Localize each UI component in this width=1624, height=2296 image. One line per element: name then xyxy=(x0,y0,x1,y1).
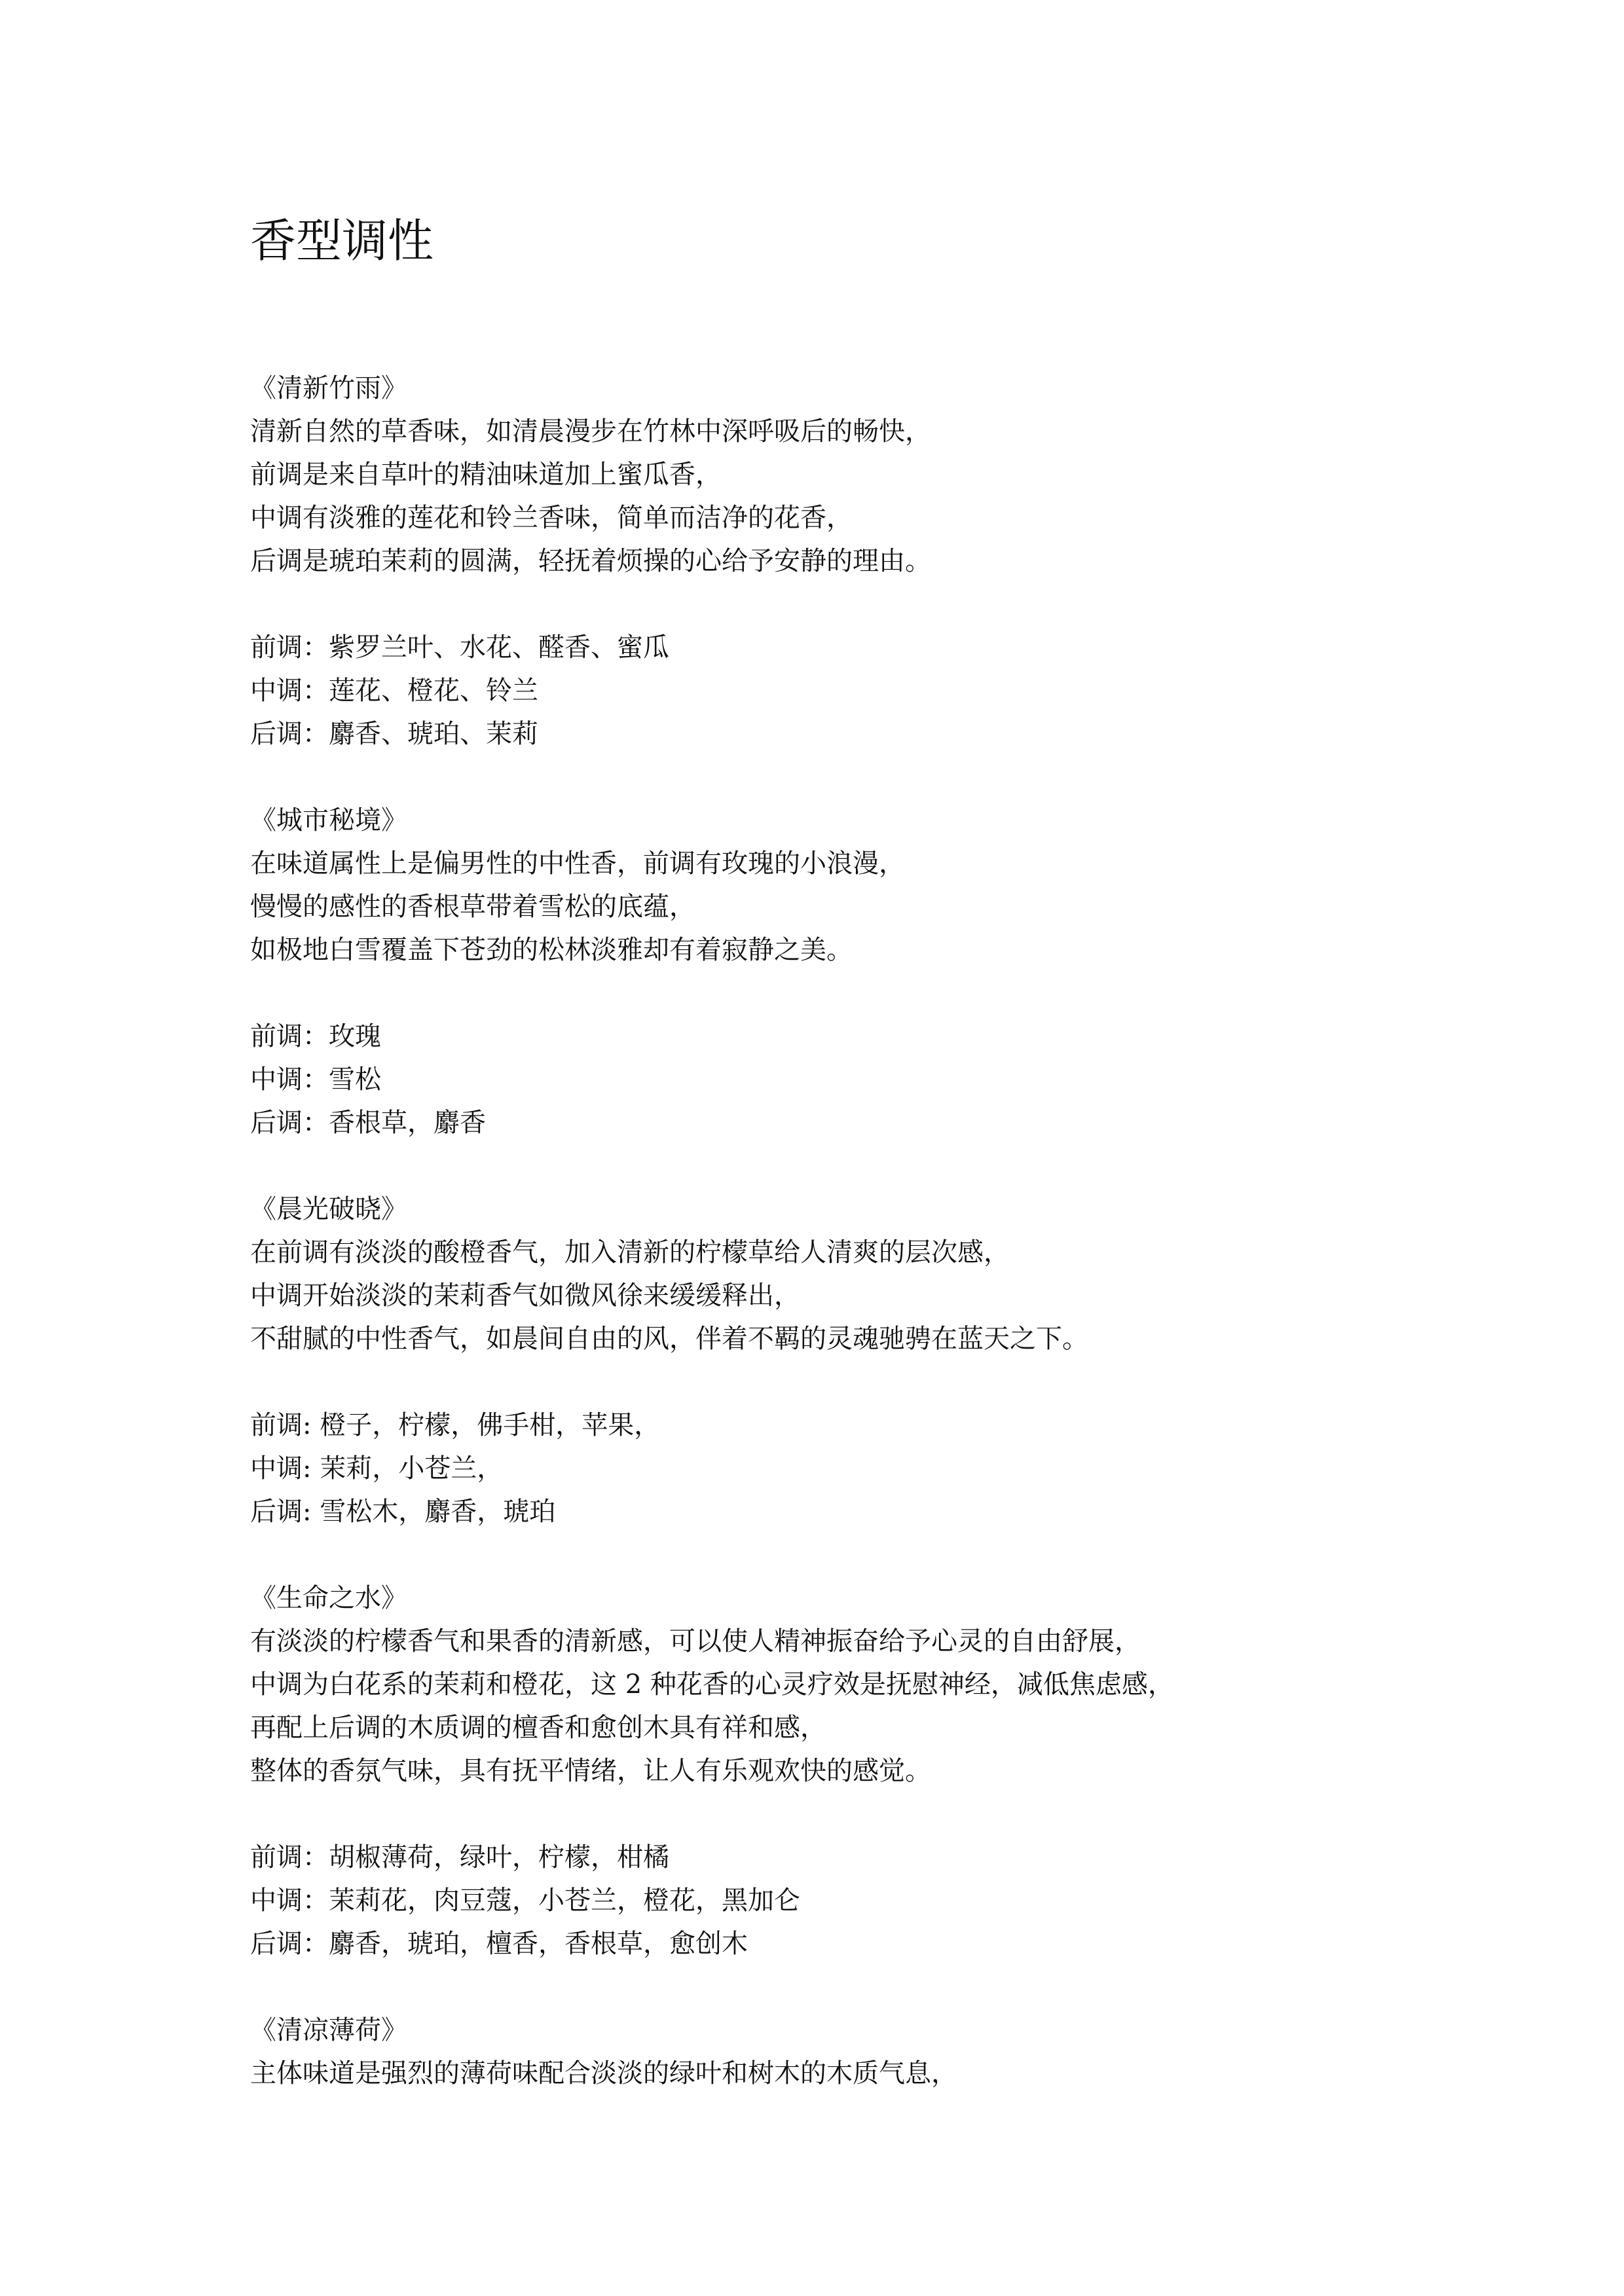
section-heading: 《清新竹雨》 xyxy=(250,373,407,403)
fragrance-section xyxy=(250,2009,1429,2095)
section-heading: 《清凉薄荷》 xyxy=(250,2015,407,2045)
description-line: 有淡淡的柠檬香气和果香的清新感，可以使人精神振奋给予心灵的自由舒展， xyxy=(250,1626,1141,1656)
description-line: 整体的香氛气味，具有抚平情绪，让人有乐观欢快的感觉。 xyxy=(250,1756,931,1786)
section-heading: 《生命之水》 xyxy=(250,1583,407,1613)
description-line: 慢慢的感性的香根草带着雪松的底蕴， xyxy=(250,892,695,922)
middle-notes-line: 中调: 茉莉，小苍兰， xyxy=(250,1453,504,1484)
description-line: 中调为白花系的茉莉和橙花，这 2 种花香的心灵疗效是抚慰神经，减低焦虑感， xyxy=(250,1669,1174,1700)
paragraph-gap xyxy=(250,1360,1429,1404)
middle-notes-line: 中调：雪松 xyxy=(250,1065,381,1095)
base-notes-line: 后调：麝香，琥珀，檀香，香根草，愈创木 xyxy=(250,1929,748,1959)
paragraph-gap xyxy=(250,583,1429,626)
description-line: 在前调有淡淡的酸橙香气，加入清新的柠檬草给人清爽的层次感， xyxy=(250,1237,1010,1267)
fragrance-section xyxy=(250,799,1429,1144)
section-heading: 《晨光破晓》 xyxy=(250,1194,407,1224)
middle-notes-line: 中调：莲花、橙花、铃兰 xyxy=(250,676,538,706)
middle-notes-line: 中调：茉莉花，肉豆蔻，小苍兰，橙花，黑加仑 xyxy=(250,1886,800,1916)
top-notes-line: 前调：胡椒薄荷，绿叶，柠檬，柑橘 xyxy=(250,1842,669,1872)
description-line: 如极地白雪覆盖下苍劲的松林淡雅却有着寂静之美。 xyxy=(250,935,853,965)
top-notes-line: 前调：玫瑰 xyxy=(250,1021,381,1051)
description-line: 中调有淡雅的莲花和铃兰香味，简单而洁净的花香， xyxy=(250,503,853,533)
description-line: 后调是琥珀茉莉的圆满，轻抚着烦操的心给予安静的理由。 xyxy=(250,546,931,576)
fragrance-sections xyxy=(250,367,1429,2138)
description-line: 不甜腻的中性香气，如晨间自由的风，伴着不羁的灵魂驰骋在蓝天之下。 xyxy=(250,1324,1088,1354)
fragrance-section xyxy=(250,367,1429,756)
base-notes-line: 后调：香根草，麝香 xyxy=(250,1108,486,1138)
paragraph-gap xyxy=(250,1793,1429,1836)
description-line: 主体味道是强烈的薄荷味配合淡淡的绿叶和树木的木质气息， xyxy=(250,2058,957,2088)
base-notes-line: 后调：麝香、琥珀、茉莉 xyxy=(250,719,538,749)
description-line: 中调开始淡淡的茉莉香气如微风徐来缓缓释出， xyxy=(250,1281,800,1311)
description-line: 在味道属性上是偏男性的中性香，前调有玫瑰的小浪漫， xyxy=(250,848,905,879)
base-notes-line: 后调: 雪松木，麝香，琥珀 xyxy=(250,1497,556,1527)
description-line: 清新自然的草香味，如清晨漫步在竹林中深呼吸后的畅快， xyxy=(250,416,931,446)
description-line: 前调是来自草叶的精油味道加上蜜瓜香， xyxy=(250,460,722,490)
fragrance-section xyxy=(250,1576,1429,1965)
fragrance-section xyxy=(250,1188,1429,1533)
top-notes-line: 前调: 橙子，柠檬，佛手柑，苹果， xyxy=(250,1410,661,1440)
paragraph-gap xyxy=(250,972,1429,1015)
page-title: 香型调性 xyxy=(250,214,434,268)
description-line: 再配上后调的木质调的檀香和愈创木具有祥和感， xyxy=(250,1713,826,1743)
top-notes-line: 前调：紫罗兰叶、水花、醛香、蜜瓜 xyxy=(250,632,669,663)
section-heading: 《城市秘境》 xyxy=(250,805,407,835)
